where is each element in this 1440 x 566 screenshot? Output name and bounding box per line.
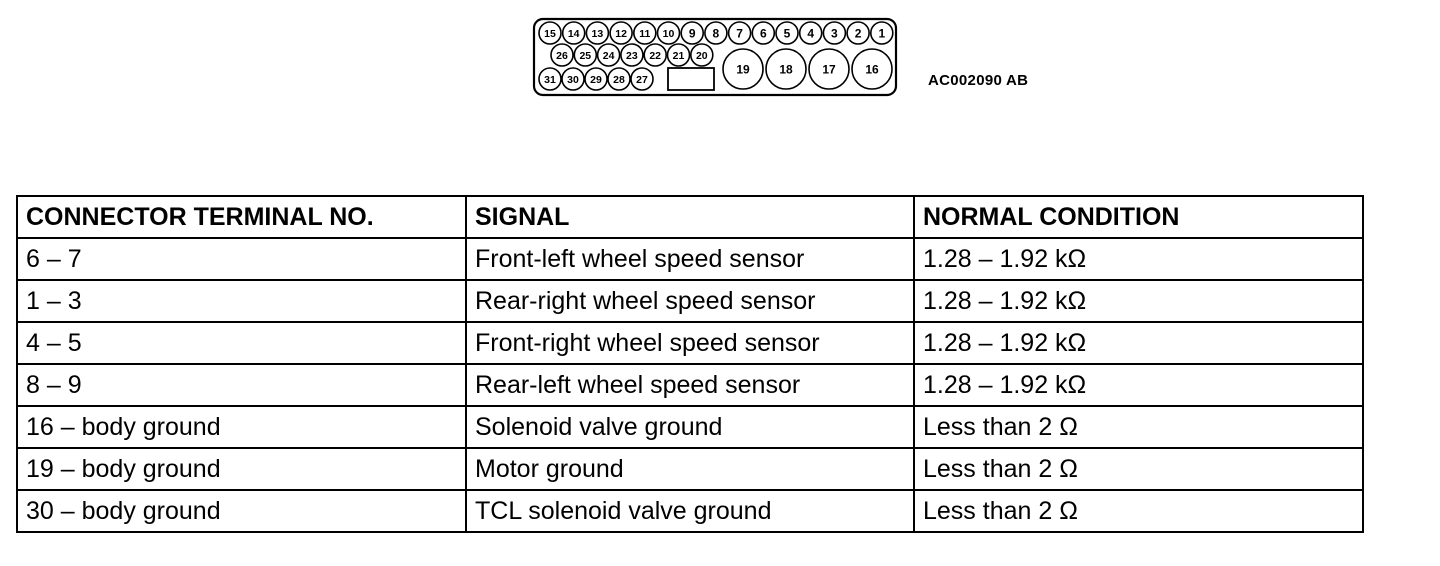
header-signal: SIGNAL <box>466 196 914 238</box>
connector-pin <box>562 68 584 90</box>
connector-pin <box>634 22 656 44</box>
cell-signal: Motor ground <box>466 448 914 490</box>
connector-pin <box>723 49 763 89</box>
pin-label: 28 <box>613 73 625 86</box>
connector-pin <box>809 49 849 89</box>
cell-terminal: 16 – body ground <box>17 406 466 448</box>
connector-pin <box>608 68 630 90</box>
connector-pin <box>621 44 643 66</box>
cell-signal: Rear-right wheel speed sensor <box>466 280 914 322</box>
figure-code-label: AC002090 AB <box>928 72 1029 89</box>
connector-pin <box>766 49 806 89</box>
connector-pin <box>729 22 751 44</box>
cell-condition: 1.28 – 1.92 kΩ <box>914 238 1363 280</box>
pin-label: 20 <box>695 49 708 62</box>
cell-terminal: 4 – 5 <box>17 322 466 364</box>
cell-terminal: 30 – body ground <box>17 490 466 532</box>
cell-signal: Front-left wheel speed sensor <box>466 238 914 280</box>
pin-label: 11 <box>639 27 651 40</box>
connector-pin <box>658 22 680 44</box>
pin-label: 1 <box>878 26 886 41</box>
connector-pin <box>610 22 632 44</box>
connector-pin <box>631 68 653 90</box>
table-row <box>17 364 1363 406</box>
connector-pin <box>539 68 561 90</box>
connector-pin <box>598 44 620 66</box>
pin-label: 7 <box>736 26 743 41</box>
header-condition: NORMAL CONDITION <box>914 196 1363 238</box>
connector-pin <box>776 22 798 44</box>
cell-signal: Rear-left wheel speed sensor <box>466 364 914 406</box>
cell-condition: Less than 2 Ω <box>914 406 1363 448</box>
cell-condition: 1.28 – 1.92 kΩ <box>914 322 1363 364</box>
connector-pin <box>823 22 845 44</box>
connector-pin <box>691 44 713 66</box>
cell-terminal: 8 – 9 <box>17 364 466 406</box>
pin-label: 29 <box>590 73 602 86</box>
table-row <box>17 448 1363 490</box>
connector-pin <box>705 22 727 44</box>
header-terminal: CONNECTOR TERMINAL NO. <box>17 196 466 238</box>
pin-label: 5 <box>783 26 791 41</box>
table-header-row <box>17 196 1363 238</box>
pin-row-bottom <box>539 68 653 90</box>
connector-pin <box>852 49 892 89</box>
pin-label: 3 <box>831 26 838 41</box>
connector-check-table <box>16 195 1364 533</box>
table-row <box>17 406 1363 448</box>
pin-label: 19 <box>736 62 750 77</box>
pin-label: 14 <box>567 27 580 40</box>
connector-pin <box>800 22 822 44</box>
pin-label: 18 <box>779 62 793 77</box>
cell-condition: Less than 2 Ω <box>914 448 1363 490</box>
pin-label: 22 <box>649 49 662 62</box>
connector-pin <box>563 22 585 44</box>
pin-label: 13 <box>591 27 604 40</box>
cell-condition: 1.28 – 1.92 kΩ <box>914 280 1363 322</box>
connector-pin <box>847 22 869 44</box>
connector-pin <box>574 44 596 66</box>
pin-label: 2 <box>854 26 862 41</box>
cell-signal: Front-right wheel speed sensor <box>466 322 914 364</box>
connector-pin <box>871 22 893 44</box>
pin-label: 8 <box>712 26 720 41</box>
cell-terminal: 6 – 7 <box>17 238 466 280</box>
pin-label: 23 <box>626 49 638 62</box>
cell-condition: Less than 2 Ω <box>914 490 1363 532</box>
pin-label: 31 <box>544 73 556 86</box>
table-row <box>17 322 1363 364</box>
connector-pin <box>586 22 608 44</box>
connector-diagram <box>530 16 900 98</box>
pin-label: 21 <box>672 49 685 62</box>
cell-terminal: 1 – 3 <box>17 280 466 322</box>
connector-pin <box>681 22 703 44</box>
pin-label: 15 <box>544 27 556 40</box>
connector-pin <box>551 44 573 66</box>
cell-terminal: 19 – body ground <box>17 448 466 490</box>
cell-condition: 1.28 – 1.92 kΩ <box>914 364 1363 406</box>
table-row <box>17 490 1363 532</box>
pin-label: 27 <box>636 73 648 86</box>
pin-row-top <box>539 22 893 44</box>
pin-label: 16 <box>865 62 879 77</box>
pin-label: 30 <box>567 73 579 86</box>
table-row <box>17 280 1363 322</box>
table-row <box>17 238 1363 280</box>
connector-pin <box>644 44 666 66</box>
pin-label: 25 <box>579 49 592 62</box>
pin-label: 6 <box>759 26 767 41</box>
connector-pin <box>585 68 607 90</box>
pin-label: 12 <box>615 27 627 40</box>
pin-label: 17 <box>822 62 836 77</box>
connector-pin <box>668 44 690 66</box>
cell-signal: Solenoid valve ground <box>466 406 914 448</box>
connector-pin <box>752 22 774 44</box>
pin-label: 26 <box>556 49 568 62</box>
connector-pin <box>539 22 561 44</box>
pin-label: 4 <box>807 26 815 41</box>
pin-label: 10 <box>662 27 675 40</box>
cell-signal: TCL solenoid valve ground <box>466 490 914 532</box>
pin-label: 24 <box>602 49 615 62</box>
pin-label: 9 <box>688 26 696 41</box>
connector-key-slot <box>668 68 714 90</box>
